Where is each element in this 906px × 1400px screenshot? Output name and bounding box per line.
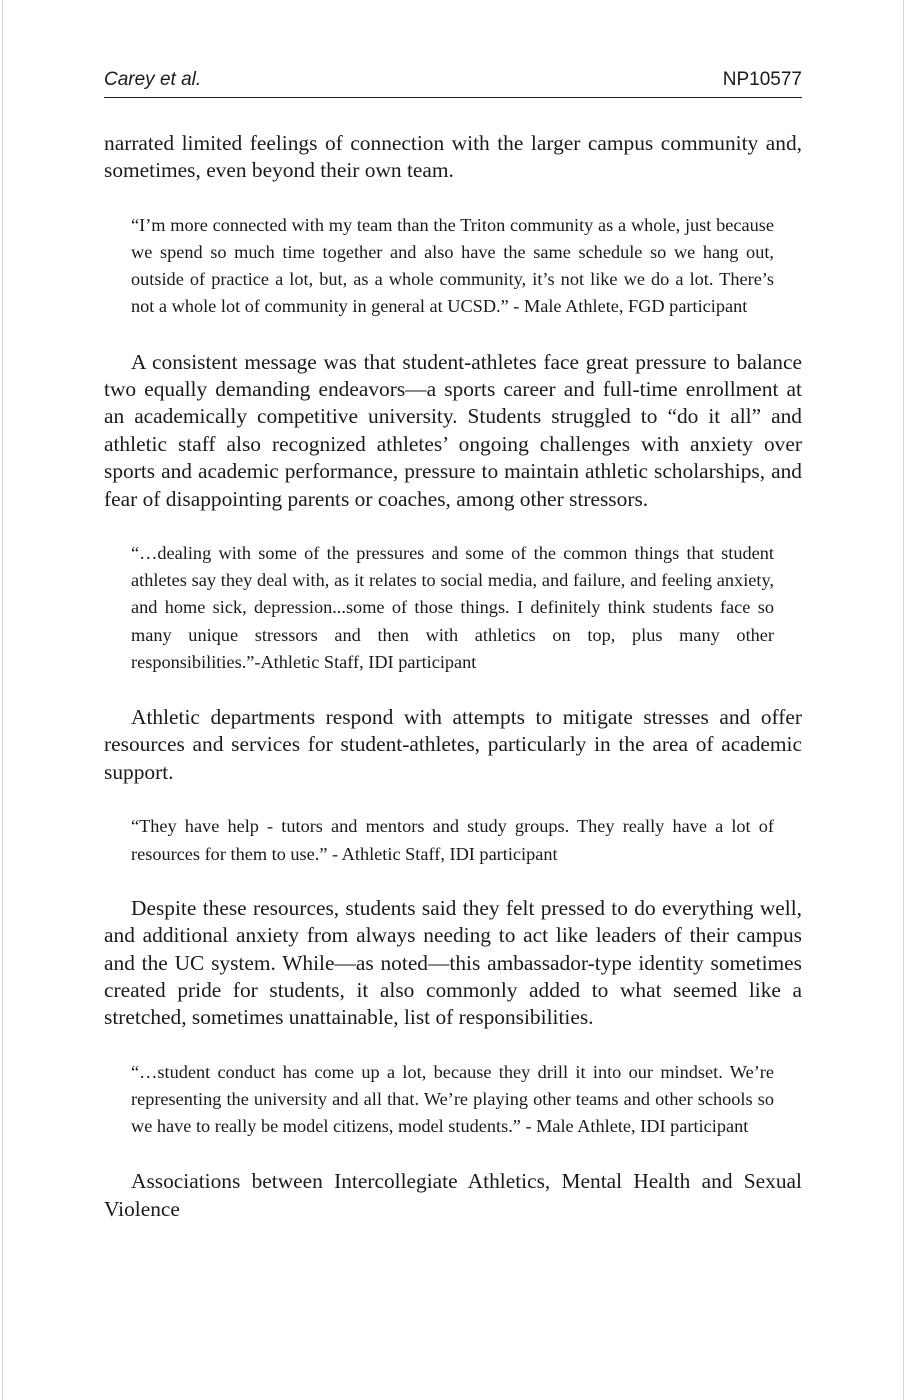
running-head-article-id: NP10577 xyxy=(722,69,802,90)
running-head xyxy=(104,66,802,98)
page-edge-left xyxy=(2,0,3,1400)
block-quote-1: “I’m more connected with my team than the Triton community as a whole, just because we spend so much time together and also have the same schedule so we hang out, outside of practice a lot, but, as a whole community, it’s not like we do a lot. There’s not a whole lot of community in general at UCSD.” - Male Athlete, FGD participant xyxy=(131,214,774,317)
body-paragraph-1: narrated limited feelings of connection with the larger campus community and, sometimes, even beyond their own team. xyxy=(104,131,802,183)
body-paragraph-3: Athletic departments respond with attempts to mitigate stresses and offer resources and services for student-athletes, particularly in the area of academic support. xyxy=(104,705,802,784)
body-paragraph-2: A consistent message was that student-athletes face great pressure to balance two equally demanding endeavors—a sports career and full-time enrollment at an academically competitive university. Students struggled to “do it all” and athletic staff also recognized athletes’ ongoing challenges with anxiety over sports and academic performance, pressure to maintain athletic scholarships, and fear of disappointing parents or coaches, among other stressors. xyxy=(104,349,802,511)
body-paragraph-4: Despite these resources, students said they felt pressed to do everything well, and additional anxiety from always needing to act like leaders of their campus and the UC system. While—as noted—this ambassador-type identity sometimes created pride for students, it also commonly added to what seemed like a stretched, sometimes unattainable, list of responsibilities. xyxy=(104,895,802,1030)
block-quote-3: “They have help - tutors and mentors and study groups. They really have a lot of resources for them to use.” - Athletic Staff, IDI participant xyxy=(131,816,774,864)
block-quote-2: “…dealing with some of the pressures and some of the common things that student athletes say they deal with, as it relates to social media, and failure, and feeling anxiety, and home sick, depression...some of those things. I definitely think students face so many unique stressors and then with athletics on top, plus many other responsibilities.”-Athletic Staff, IDI participant xyxy=(131,543,774,672)
section-heading: Associations between Intercollegiate Athletics, Mental Health and Sexual Violence xyxy=(104,1169,802,1221)
block-quote-4: “…student conduct has come up a lot, because they drill it into our mindset. We’re representing the university and all that. We’re playing other teams and other schools so we have to really be model citizens, model students.” - Male Athlete, IDI participant xyxy=(131,1061,774,1137)
page-edge-right xyxy=(903,0,904,1400)
running-head-authors: Carey et al. xyxy=(104,69,202,90)
page xyxy=(104,66,802,1223)
